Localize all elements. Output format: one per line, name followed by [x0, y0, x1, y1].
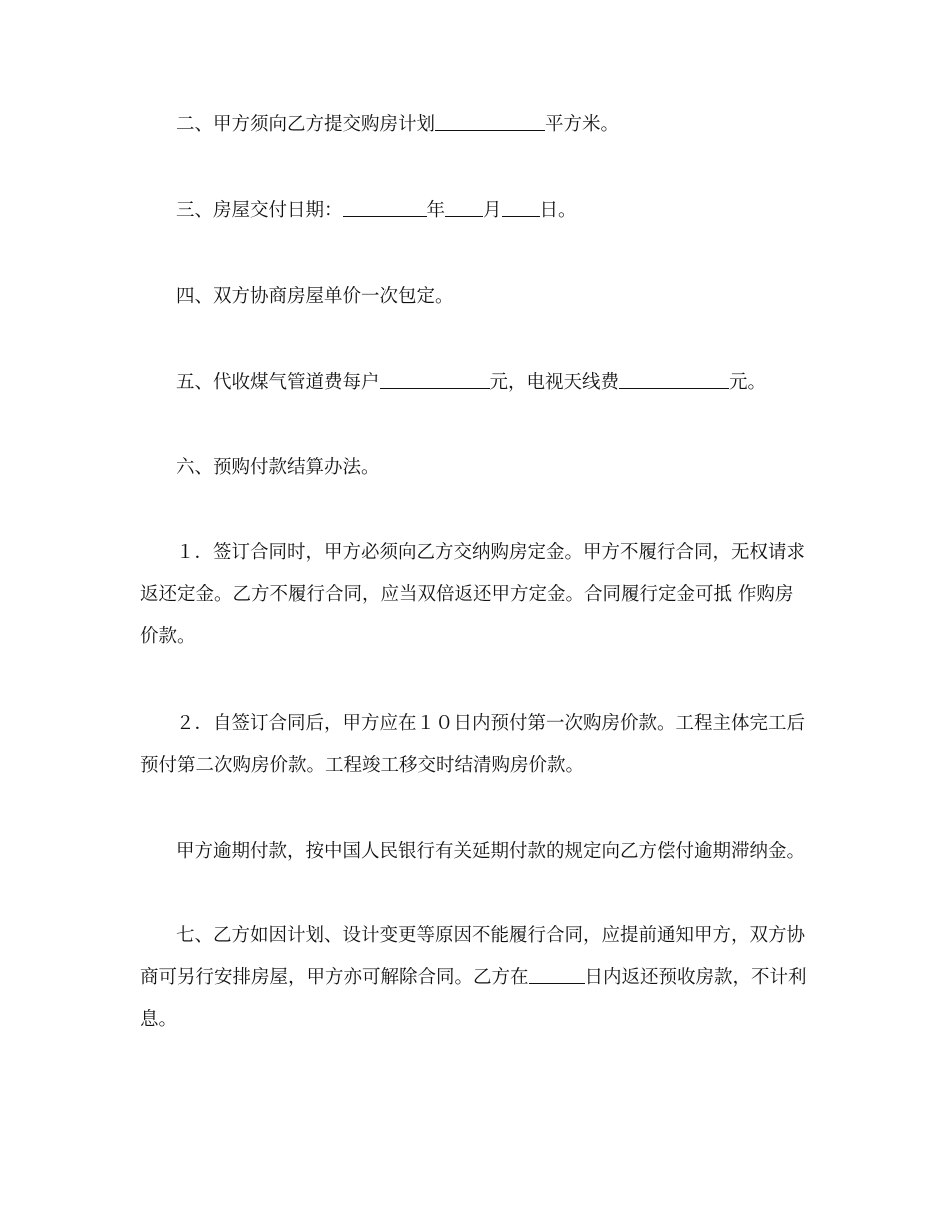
subclause-1-line-3: 价款。 — [140, 626, 196, 647]
clause-4 — [140, 276, 815, 318]
clause-5-suffix: 元。 — [729, 372, 767, 393]
clause-5 — [140, 362, 815, 404]
clause-2 — [140, 104, 815, 146]
month-blank[interactable] — [445, 198, 483, 217]
clause-3 — [140, 190, 815, 232]
subclause-2-line-2: 预付第二次购房价款。工程竣工移交时结清购房价款。 — [140, 755, 585, 776]
clause-7-line-2-text: 商可另行安排房屋，甲方亦可解除合同。乙方在 — [140, 967, 529, 988]
antenna-fee-blank[interactable] — [619, 370, 729, 389]
clause-7-line-3: 息。 — [140, 1009, 178, 1030]
subclause-2-line-1: ２．自签订合同后，甲方应在１０日内预付第一次购房价款。工程主体完工后 — [176, 713, 806, 734]
subclause-1-line-2: 返还定金。乙方不履行合同，应当双倍返还甲方定金。合同履行定金可抵 作购房 — [140, 584, 794, 605]
clause-6-text: 六、预购付款结算办法。 — [176, 457, 380, 478]
clause-7-line-2 — [140, 957, 815, 999]
clause-3-text: 三、房屋交付日期： — [176, 200, 343, 221]
day-blank[interactable] — [502, 198, 540, 217]
subclause-1 — [140, 532, 815, 658]
clause-2-text: 二、甲方须向乙方提交购房计划 — [176, 114, 436, 135]
clause-7 — [140, 915, 815, 1041]
clause-5-text: 五、代收煤气管道费每户 — [176, 372, 380, 393]
subclause-2 — [140, 703, 815, 787]
penalty-text: 甲方逾期付款，按中国人民银行有关延期付款的规定向乙方偿付逾期滞纳金。 — [176, 841, 806, 862]
clause-5-middle: 元，电视天线费 — [489, 372, 620, 393]
area-blank[interactable] — [435, 112, 545, 131]
day-label: 日。 — [539, 200, 577, 221]
clause-7-line-2-rest: 日内返还预收房款，不计利 — [584, 967, 807, 988]
month-label: 月 — [483, 200, 502, 221]
clause-6 — [140, 447, 815, 489]
refund-days-blank[interactable] — [529, 965, 585, 984]
year-label: 年 — [426, 200, 446, 221]
year-blank[interactable] — [343, 198, 427, 217]
clause-2-unit: 平方米。 — [545, 114, 620, 135]
gas-fee-blank[interactable] — [380, 370, 490, 389]
subclause-1-line-1: １．签订合同时，甲方必须向乙方交纳购房定金。甲方不履行合同，无权请求 — [176, 542, 806, 563]
clause-4-text: 四、双方协商房屋单价一次包定。 — [176, 286, 454, 307]
clause-7-line-1: 七、乙方如因计划、设计变更等原因不能履行合同，应提前通知甲方，双方协 — [176, 925, 806, 946]
penalty-clause — [140, 831, 815, 873]
